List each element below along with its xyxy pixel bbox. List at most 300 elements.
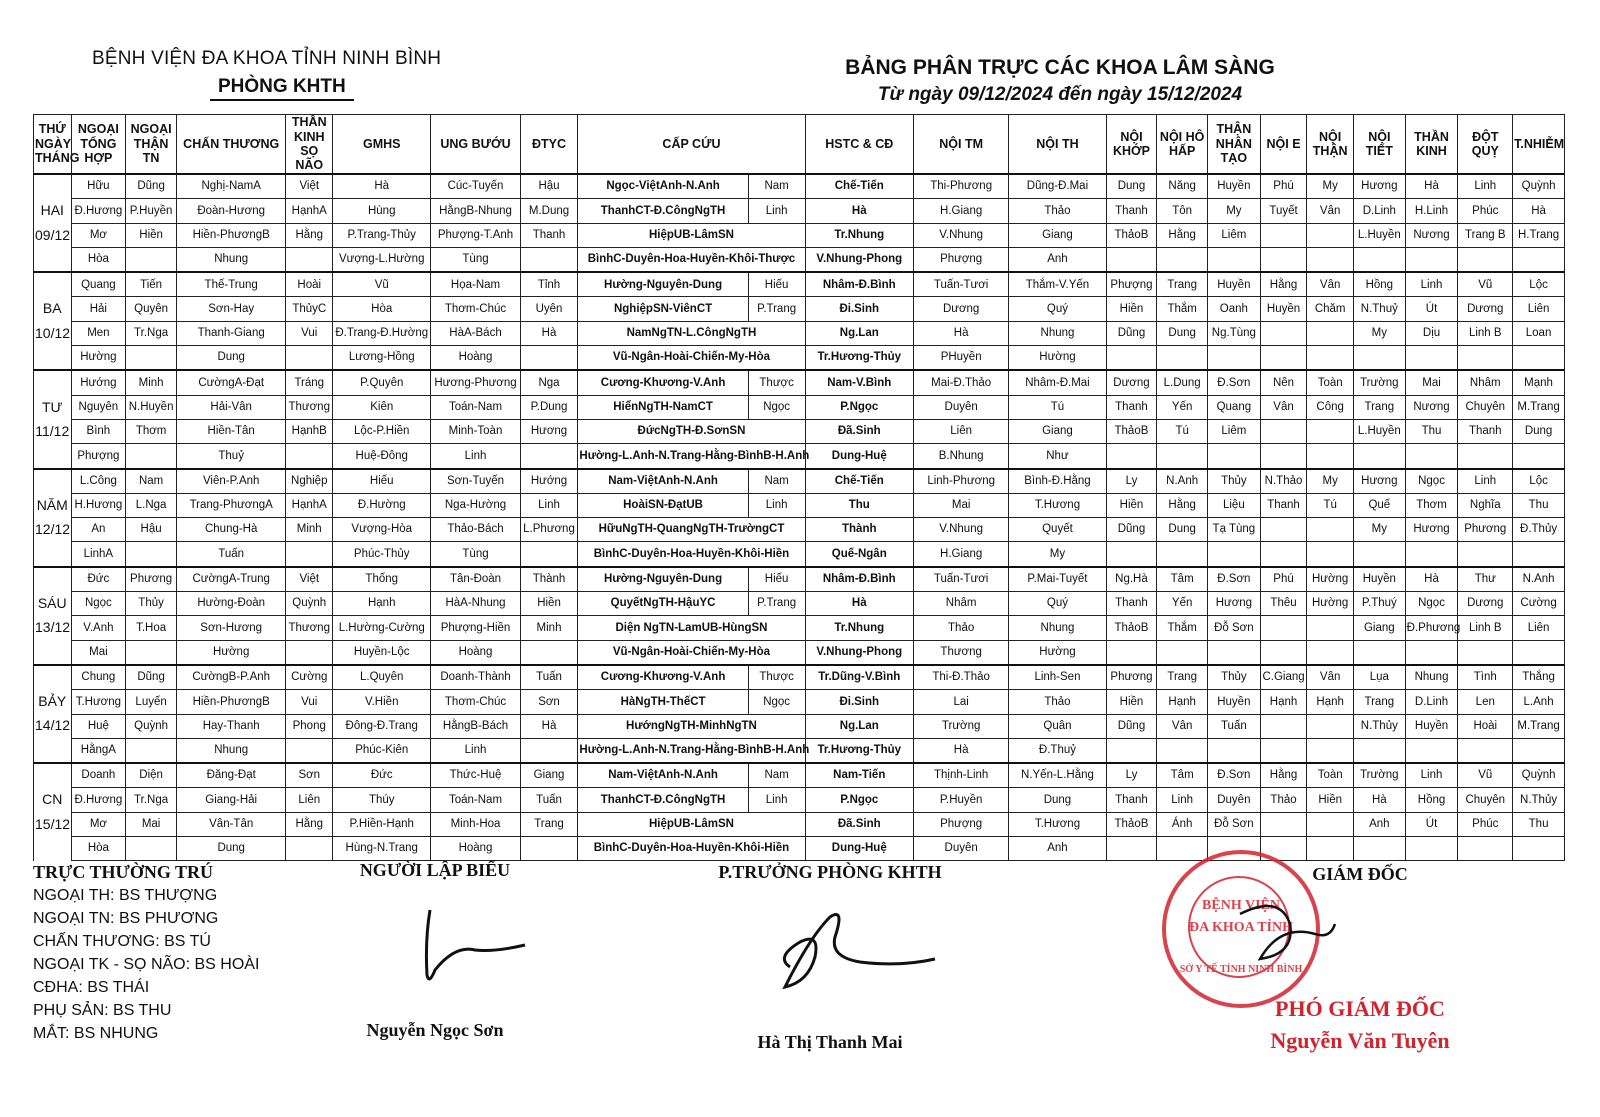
table-cell	[1260, 419, 1307, 443]
table-cell: Nam	[748, 469, 805, 494]
table-cell: Dung	[1106, 174, 1157, 199]
table-cell: Thủy	[1208, 469, 1261, 494]
head-signature-block	[680, 862, 980, 1062]
table-cell: Hiền-PhươngB	[176, 690, 286, 714]
table-cell: NghiệpSN-ViênCT	[578, 297, 748, 321]
table-cell: Hà	[1405, 567, 1458, 592]
table-cell: Hường-Nguyên-Dung	[578, 272, 748, 297]
table-cell: Cương-Khương-V.Anh	[578, 370, 748, 395]
table-cell: Lộc	[1513, 469, 1565, 494]
table-cell: HằngB-Nhung	[431, 199, 520, 223]
table-cell: L.Hường-Cường	[333, 616, 431, 640]
table-cell: L.Dung	[1157, 370, 1208, 395]
table-cell: CườngA-Trung	[176, 567, 286, 592]
table-cell: Kiên	[333, 395, 431, 419]
day-date: 15/12	[34, 812, 72, 836]
table-cell: Dung-Huệ	[805, 444, 913, 469]
table-row	[34, 395, 1565, 419]
table-cell	[520, 738, 578, 763]
table-cell: Quế	[1353, 493, 1405, 517]
table-row	[34, 346, 1565, 371]
table-cell: Hà	[1353, 788, 1405, 812]
table-cell: CườngA-Đạt	[176, 370, 286, 395]
column-header: THẬN NHÂN TẠO	[1208, 115, 1261, 175]
table-cell: V.Nhung-Phong	[805, 247, 913, 272]
table-cell: Phú	[1260, 174, 1307, 199]
table-cell: Hà	[1405, 174, 1458, 199]
table-cell: My	[1307, 469, 1354, 494]
table-cell: Linh	[748, 788, 805, 812]
head-role: P.TRƯỞNG PHÒNG KHTH	[718, 862, 942, 882]
table-cell: Hòa	[71, 247, 126, 272]
table-cell: Thảo	[1009, 690, 1106, 714]
table-cell: T.Hoa	[126, 616, 177, 640]
table-cell	[1157, 738, 1208, 763]
table-cell: Yến	[1157, 395, 1208, 419]
table-cell: Tỉnh	[520, 272, 578, 297]
table-cell: LinhA	[71, 542, 126, 567]
table-cell: Hồng	[1353, 272, 1405, 297]
table-cell	[1513, 640, 1565, 665]
table-cell: Phượng-Hiền	[431, 616, 520, 640]
table-cell: Thanh	[520, 223, 578, 247]
table-cell: Quang	[1208, 395, 1261, 419]
table-cell: V.Anh	[71, 616, 126, 640]
table-cell	[520, 542, 578, 567]
table-cell: Vũ-Ngân-Hoài-Chiến-My-Hòa	[578, 640, 805, 665]
table-cell: Đ.Hương	[71, 199, 126, 223]
table-cell: Hằng	[286, 812, 333, 836]
table-cell: Phương	[126, 567, 177, 592]
table-row	[34, 567, 1565, 592]
table-cell: Phương	[1106, 665, 1157, 690]
table-cell: Trang B	[1458, 223, 1513, 247]
table-cell: Nam-ViệtAnh-N.Anh	[578, 763, 748, 788]
day-name: NĂM	[34, 493, 72, 517]
table-cell: Tuấn	[520, 788, 578, 812]
table-cell: Thương	[286, 616, 333, 640]
table-cell: Dịu	[1405, 321, 1458, 345]
permanent-duty-item: NGOẠI TK - SỌ NÃO: BS HOÀI	[33, 956, 260, 973]
table-cell: Mơ	[71, 812, 126, 836]
table-cell: Đ.Phương	[1405, 616, 1458, 640]
column-header: NỘI E	[1260, 115, 1307, 175]
table-cell: ThủyC	[286, 297, 333, 321]
table-cell: Duyên	[914, 395, 1009, 419]
table-cell: HàA-Nhung	[431, 592, 520, 616]
table-cell: Sơn	[520, 690, 578, 714]
table-cell: BìnhC-Duyên-Hoa-Huyền-Khôi-Hiền	[578, 837, 805, 861]
deputy-name: Nguyễn Văn Tuyên	[1270, 1028, 1450, 1053]
table-cell: Minh-Hoa	[431, 812, 520, 836]
table-cell: HạnhA	[286, 199, 333, 223]
table-cell: Hay-Thanh	[176, 714, 286, 738]
table-cell: Thúy	[333, 788, 431, 812]
table-cell: Linh B	[1458, 321, 1513, 345]
table-cell: Thanh	[1106, 395, 1157, 419]
column-header: NỘI HÔ HẤP	[1157, 115, 1208, 175]
table-cell: Nhâm-Đ.Bình	[805, 567, 913, 592]
table-cell: Trang	[1353, 395, 1405, 419]
table-cell: Liên	[914, 419, 1009, 443]
table-cell: V.Nhung	[914, 518, 1009, 542]
table-cell	[286, 738, 333, 763]
table-cell: Thắm-V.Yến	[1009, 272, 1106, 297]
table-cell	[1353, 346, 1405, 371]
table-cell: Dương	[1458, 592, 1513, 616]
table-cell	[520, 837, 578, 861]
table-cell: Minh-Toàn	[431, 419, 520, 443]
table-cell	[1353, 837, 1405, 861]
preparer-signature-block	[335, 860, 535, 1060]
table-cell: Vượng-Hòa	[333, 518, 431, 542]
table-cell: HiệpUB-LâmSN	[578, 812, 805, 836]
table-body	[34, 174, 1565, 861]
table-cell: ĐứcNgTH-Đ.SơnSN	[578, 419, 805, 443]
table-cell: Thơm	[1405, 493, 1458, 517]
table-cell: Hải-Vân	[176, 395, 286, 419]
day-cell	[34, 444, 72, 469]
table-cell: Hương	[1405, 518, 1458, 542]
table-cell: Đỗ Sơn	[1208, 812, 1261, 836]
table-cell: Minh	[126, 370, 177, 395]
table-cell: Quý	[1009, 297, 1106, 321]
permanent-duty-title: TRỰC THƯỜNG TRÚ	[33, 862, 214, 882]
table-cell: Ng.Lan	[805, 714, 913, 738]
table-row	[34, 321, 1565, 345]
table-cell: Đ.Sơn	[1208, 370, 1261, 395]
table-cell: Thảo	[1009, 199, 1106, 223]
table-cell: Thơm	[126, 419, 177, 443]
table-cell: Hằng	[1157, 223, 1208, 247]
table-cell: Hòa	[333, 297, 431, 321]
table-cell: Thủy	[1208, 665, 1261, 690]
table-cell: PHuyền	[914, 346, 1009, 371]
table-cell	[1405, 542, 1458, 567]
table-cell: HướngNgTH-MinhNgTN	[578, 714, 805, 738]
table-cell: V.Nhung	[914, 223, 1009, 247]
day-cell	[34, 469, 72, 494]
table-cell: Uyên	[520, 297, 578, 321]
table-cell	[1157, 542, 1208, 567]
table-cell: Hương	[1208, 592, 1261, 616]
table-cell	[1157, 837, 1208, 861]
column-header: ĐTYC	[520, 115, 578, 175]
table-cell	[1208, 738, 1261, 763]
table-cell: Hoàng	[431, 346, 520, 371]
table-cell	[286, 837, 333, 861]
table-cell: H.Trang	[1513, 223, 1565, 247]
table-cell: Phương	[1458, 518, 1513, 542]
table-cell: Trang	[1157, 665, 1208, 690]
table-cell: Thu	[1405, 419, 1458, 443]
column-header: NỘI TIẾT	[1353, 115, 1405, 175]
table-cell: ThanhCT-Đ.CôngNgTH	[578, 199, 748, 223]
table-cell: Hường	[1009, 640, 1106, 665]
table-cell: Quế-Ngân	[805, 542, 913, 567]
table-row	[34, 297, 1565, 321]
head-signature	[760, 897, 940, 1007]
table-cell: Lộc-P.Hiền	[333, 419, 431, 443]
table-cell: Nên	[1260, 370, 1307, 395]
table-cell	[1513, 837, 1565, 861]
table-cell	[1307, 738, 1354, 763]
table-cell: Lương-Hồng	[333, 346, 431, 371]
table-cell: Hạnh	[1307, 690, 1354, 714]
table-cell: H.Linh	[1405, 199, 1458, 223]
table-cell: HằngB-Bách	[431, 714, 520, 738]
table-cell: Đ.Sơn	[1208, 763, 1261, 788]
table-cell: P.Trang	[748, 297, 805, 321]
table-cell: Tùng	[431, 542, 520, 567]
table-header-row	[34, 115, 1565, 175]
table-cell	[1405, 247, 1458, 272]
table-cell	[520, 247, 578, 272]
table-cell	[1405, 444, 1458, 469]
table-cell: Nghiệp	[286, 469, 333, 494]
stamp-line-2: ĐA KHOA TỈNH	[1189, 920, 1293, 935]
column-header: UNG BƯỚU	[431, 115, 520, 175]
table-cell: B.Nhung	[914, 444, 1009, 469]
table-cell: Chung	[71, 665, 126, 690]
table-cell: Dũng	[1106, 321, 1157, 345]
table-cell: Thanh	[1458, 419, 1513, 443]
table-cell: Tr.Dũng-V.Bình	[805, 665, 913, 690]
table-cell: Tr.Nhung	[805, 223, 913, 247]
day-date: 10/12	[34, 321, 72, 345]
table-cell: Thắm	[1157, 297, 1208, 321]
table-cell	[286, 247, 333, 272]
table-cell: Linh	[1458, 469, 1513, 494]
table-cell: BìnhC-Duyên-Hoa-Huyền-Khôi-Thược	[578, 247, 805, 272]
table-cell	[1307, 812, 1354, 836]
table-cell: Đ.Hương	[71, 788, 126, 812]
table-cell	[1458, 640, 1513, 665]
table-cell	[1157, 444, 1208, 469]
table-cell: Dũng	[1106, 714, 1157, 738]
table-cell	[1307, 444, 1354, 469]
column-header: NGOẠI THẬN TN	[126, 115, 177, 175]
table-cell: Đã.Sinh	[805, 419, 913, 443]
table-cell: Nam	[748, 763, 805, 788]
table-cell	[1458, 738, 1513, 763]
table-cell: Dương	[1106, 370, 1157, 395]
table-cell: Linh	[431, 444, 520, 469]
table-cell	[520, 444, 578, 469]
table-cell	[126, 444, 177, 469]
table-cell: Thanh	[1106, 592, 1157, 616]
table-cell: Hữu	[71, 174, 126, 199]
table-cell: Toàn	[1307, 763, 1354, 788]
table-cell: Chế-Tiến	[805, 174, 913, 199]
table-cell	[126, 346, 177, 371]
head-name: Hà Thị Thanh Mai	[757, 1032, 903, 1052]
stamp-line-1: BỆNH VIỆN	[1202, 898, 1280, 913]
table-cell: Công	[1307, 395, 1354, 419]
table-cell: V.Hiền	[333, 690, 431, 714]
table-cell: Thu	[805, 493, 913, 517]
table-cell: Ly	[1106, 763, 1157, 788]
table-cell	[1157, 346, 1208, 371]
table-cell	[1106, 640, 1157, 665]
column-header: NỘI THẬN	[1307, 115, 1354, 175]
table-cell: Tr.Hương-Thủy	[805, 738, 913, 763]
table-row	[34, 738, 1565, 763]
table-cell: Tuấn	[520, 665, 578, 690]
table-cell: Toán-Nam	[431, 395, 520, 419]
table-cell: Quân	[1009, 714, 1106, 738]
table-cell: M.Trang	[1513, 395, 1565, 419]
table-cell: Hà	[520, 714, 578, 738]
table-cell: Thủy	[126, 592, 177, 616]
table-cell: Hiền	[1307, 788, 1354, 812]
table-cell: Phúc-Thủy	[333, 542, 431, 567]
document-title: BẢNG PHÂN TRỰC CÁC KHOA LÂM SÀNG	[845, 56, 1275, 79]
table-cell: HiệpUB-LâmSN	[578, 223, 805, 247]
table-cell: Linh	[748, 199, 805, 223]
table-cell: Thược	[748, 665, 805, 690]
table-cell: Hiền	[126, 223, 177, 247]
table-cell: Lụa	[1353, 665, 1405, 690]
table-cell: Hường	[71, 346, 126, 371]
table-cell: Luyến	[126, 690, 177, 714]
table-cell: Huyền	[1405, 714, 1458, 738]
table-cell: Tr.Nga	[126, 321, 177, 345]
table-cell: Giang	[1009, 419, 1106, 443]
table-cell: P.Dung	[520, 395, 578, 419]
table-cell	[1307, 346, 1354, 371]
table-cell: Hậu	[126, 518, 177, 542]
table-cell: ThảoB	[1106, 812, 1157, 836]
table-cell: Mai	[914, 493, 1009, 517]
director-block	[1250, 864, 1470, 1053]
table-cell: Hiếu	[748, 567, 805, 592]
table-cell: Cương-Khương-V.Anh	[578, 665, 748, 690]
table-cell: C.Giang	[1260, 665, 1307, 690]
day-cell	[34, 370, 72, 395]
column-header: NỘI KHỚP	[1106, 115, 1157, 175]
day-name: BẢY	[34, 690, 72, 714]
table-cell: Thành	[805, 518, 913, 542]
table-cell: Hà	[520, 321, 578, 345]
table-cell: Vân-Tân	[176, 812, 286, 836]
duty-roster-table	[33, 114, 1565, 861]
permanent-duty-item: CHẤN THƯƠNG: BS TÚ	[33, 933, 211, 950]
table-cell: Nhung	[1405, 665, 1458, 690]
table-cell: Chuyên	[1458, 395, 1513, 419]
table-cell: Hiền-Tân	[176, 419, 286, 443]
deputy-role: PHÓ GIÁM ĐỐC	[1275, 996, 1445, 1021]
date-range: Từ ngày 09/12/2024 đến ngày 15/12/2024	[877, 84, 1243, 105]
day-cell	[34, 247, 72, 272]
table-cell: Hà	[333, 174, 431, 199]
table-cell: Vũ	[1458, 763, 1513, 788]
table-cell: H.Hương	[71, 493, 126, 517]
table-cell: Hà	[1513, 199, 1565, 223]
table-row	[34, 812, 1565, 836]
table-cell: Chăm	[1307, 297, 1354, 321]
table-cell: P.Trang	[748, 592, 805, 616]
table-cell: Lộc	[1513, 272, 1565, 297]
table-cell: Ánh	[1157, 812, 1208, 836]
table-cell: P.Huyền	[914, 788, 1009, 812]
table-cell: P.Ngọc	[805, 788, 913, 812]
table-cell: Nhung	[176, 738, 286, 763]
table-cell: Huyền	[1208, 272, 1261, 297]
table-cell	[1307, 247, 1354, 272]
table-cell: Nghĩa	[1458, 493, 1513, 517]
table-cell: Tú	[1157, 419, 1208, 443]
table-cell: NamNgTN-L.CôngNgTH	[578, 321, 805, 345]
column-header: THẦN KINH	[1405, 115, 1458, 175]
table-cell: Đi.Sinh	[805, 690, 913, 714]
table-cell: N.Thuỷ	[1353, 297, 1405, 321]
table-cell: Nhâm-Đ.Mai	[1009, 370, 1106, 395]
table-cell: Tr.Nhung	[805, 616, 913, 640]
table-cell: Ngọc	[748, 690, 805, 714]
table-cell	[1405, 738, 1458, 763]
table-cell: Nga	[520, 370, 578, 395]
table-cell	[1307, 419, 1354, 443]
table-cell: Thanh-Giang	[176, 321, 286, 345]
table-cell: Họa-Nam	[431, 272, 520, 297]
table-cell	[1353, 247, 1405, 272]
table-cell: Nhung	[1009, 321, 1106, 345]
table-cell: Vân	[1157, 714, 1208, 738]
table-cell: Vui	[286, 690, 333, 714]
table-cell: Đã.Sinh	[805, 812, 913, 836]
table-cell: Thanh	[1260, 493, 1307, 517]
table-cell: P.Mai-Tuyết	[1009, 567, 1106, 592]
table-cell: Nhung	[1009, 616, 1106, 640]
table-cell	[1458, 346, 1513, 371]
table-cell	[1307, 616, 1354, 640]
table-cell	[1513, 738, 1565, 763]
director-role: GIÁM ĐỐC	[1312, 864, 1408, 884]
table-cell: Tú	[1009, 395, 1106, 419]
table-cell	[126, 738, 177, 763]
day-cell	[34, 346, 72, 371]
table-cell: Liên	[1513, 297, 1565, 321]
table-cell: Đức	[71, 567, 126, 592]
table-cell: Thược	[748, 370, 805, 395]
table-cell: Anh	[1009, 837, 1106, 861]
preparer-role: NGƯỜI LẬP BIỂU	[359, 860, 511, 880]
table-cell: Sơn-Tuyến	[431, 469, 520, 494]
table-cell: Thống	[333, 567, 431, 592]
table-cell	[1106, 247, 1157, 272]
table-cell: Nương	[1405, 395, 1458, 419]
table-cell: Mai-Đ.Thảo	[914, 370, 1009, 395]
table-cell: Dung	[1009, 788, 1106, 812]
table-cell: Trang-PhươngA	[176, 493, 286, 517]
table-cell	[126, 247, 177, 272]
table-cell: Mai	[71, 640, 126, 665]
table-cell: Sơn	[286, 763, 333, 788]
table-cell: Đ.Thủy	[1513, 518, 1565, 542]
table-cell: QuyếtNgTH-HậuYC	[578, 592, 748, 616]
table-cell: Hùng	[333, 199, 431, 223]
table-cell: Thảo	[914, 616, 1009, 640]
table-cell: Cúc-Tuyến	[431, 174, 520, 199]
table-row	[34, 174, 1565, 199]
table-cell: P.Huyền	[126, 199, 177, 223]
permanent-duty-item: NGOẠI TH: BS THƯỢNG	[33, 887, 218, 904]
stamp-ring-text: SỞ Y TẾ TỈNH NINH BÌNH	[1179, 964, 1303, 975]
table-cell: Nguyên	[71, 395, 126, 419]
table-cell: Trường	[1353, 370, 1405, 395]
table-cell: Ng.Tùng	[1208, 321, 1261, 345]
